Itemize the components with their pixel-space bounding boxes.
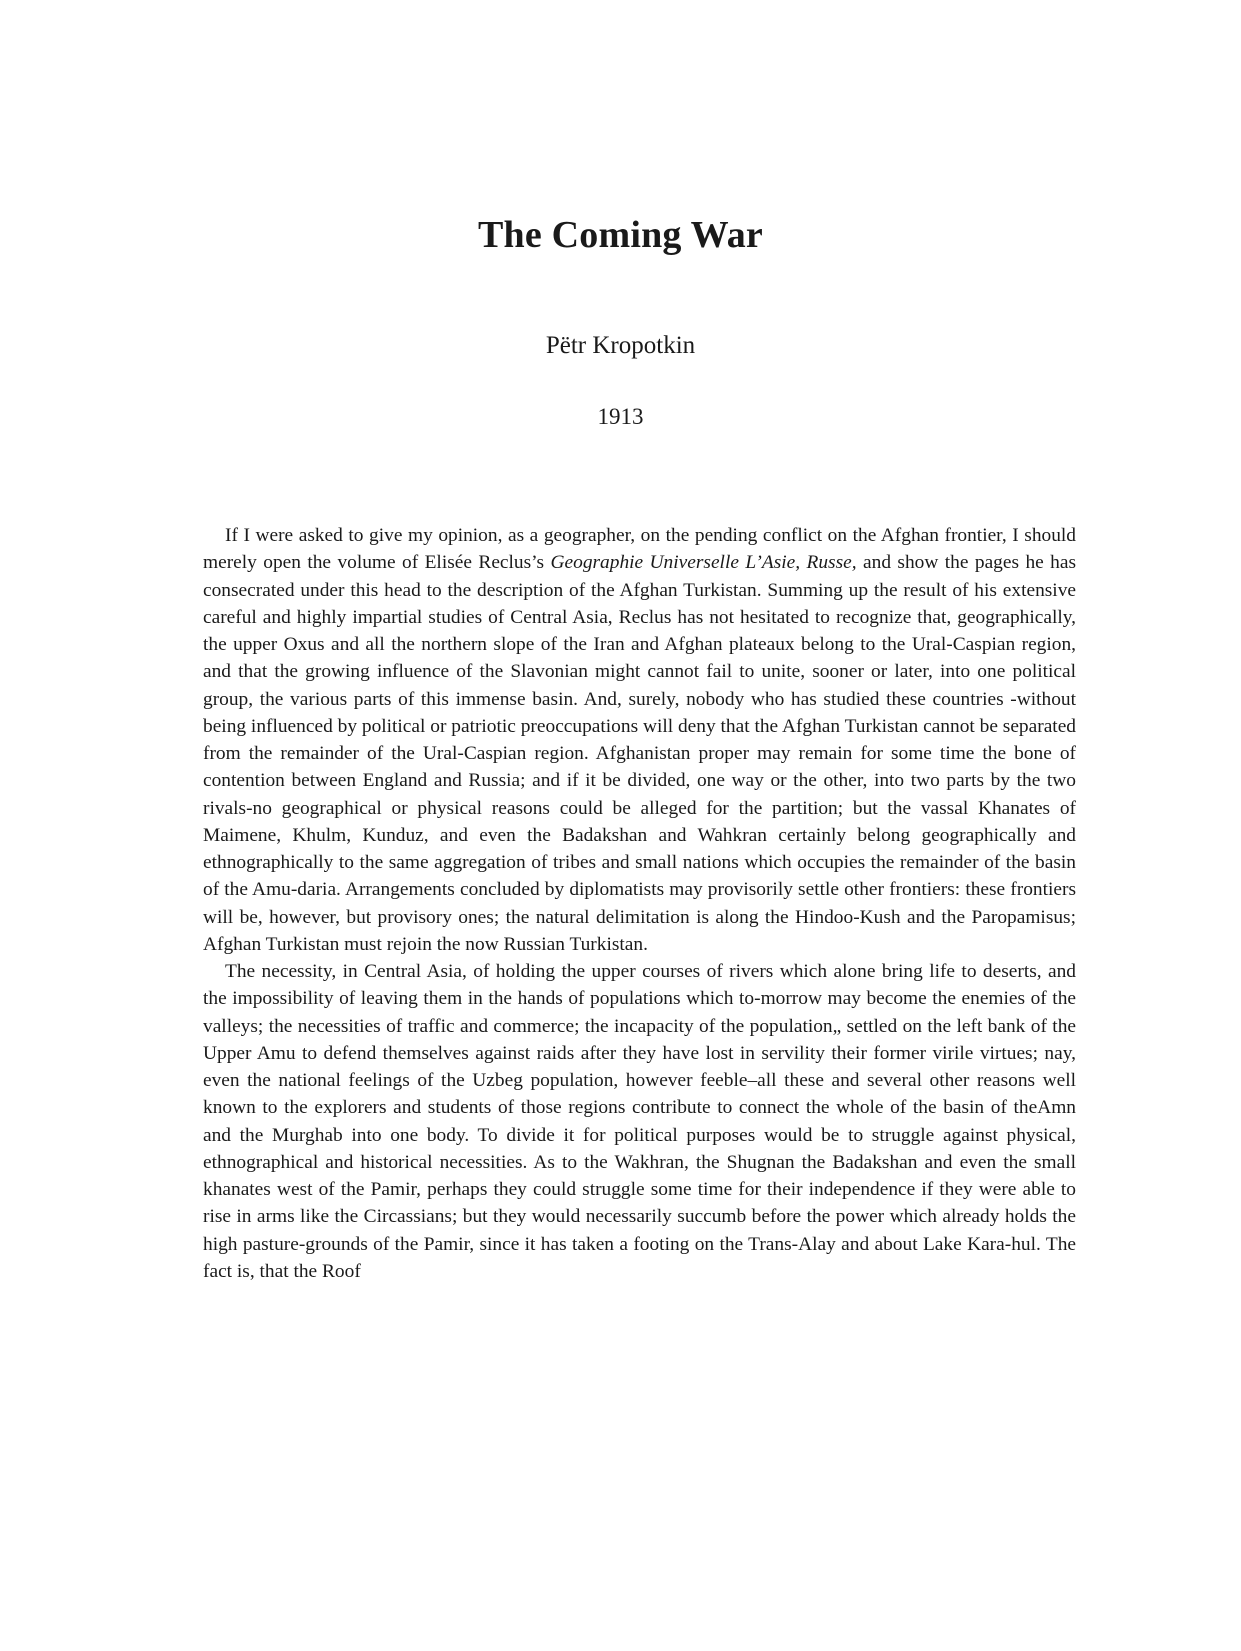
paragraph: The necessity, in Central Asia, of holding the upper courses of rivers which alone bring life to deserts, and the impossibility of leaving them in the hands of populations which to-morrow may become the enemies of the valleys; the necessities of traffic and commerce; the incapacity of the population„ settled on the left bank of the Upper Amu to defend themselves against raids after they have lost in servility their former virile virtues; nay, even the national feelings of the Uzbeg population, however feeble–all these and several other reasons well known to the explorers and students of those regions contribute to connect the whole of the basin of theAmn and the Murghab into one body. To divide it for political purposes would be to struggle against physical, ethnographical and historical necessities. As to the Wakhran, the Shugnan the Badakshan and even the small khanates west of the Pamir, perhaps they could struggle some time for their independence if they were able to rise in arms like the Circassians; but they would necessarily succumb before the power which already holds the high pasture-grounds of the Pamir, since it has taken a footing on the Trans-Alay and about Lake Kara-hul. The fact is, that the Roof: [203, 961, 1076, 1282]
document-title: The Coming War: [477, 214, 764, 256]
paragraph-text: If I were asked to give my opinion, as a geographer, on the pending conflict on the Afghan frontier, I should merely open the volume of Elisée Reclus’s: [203, 525, 1076, 574]
book-title-italic: Geographie Universelle L’Asie, Russe,: [550, 552, 857, 574]
author-name: Pëtr Kropotkin: [545, 332, 696, 359]
body-text: [203, 522, 1076, 1285]
paragraph-text: and show the pages he has consecrated under this head to the description of the Afghan Turkistan. Summing up the result of his extensive careful and highly impartial studies of Central Asia, Reclus has not hesitated to recognize that, geographically, the upper Oxus and all the northern slope of the Iran and Afghan plateaux belong to the Ural-Caspian region, and that the growing influence of the Slavonian might cannot fail to unite, sooner or later, into one political group, the various parts of this immense basin. And, surely, nobody who has studied these countries -without being influenced by political or patriotic preoccupations will deny that the Afghan Turkistan cannot be separated from the remainder of the Ural-Caspian region. Afghanistan proper may remain for some time the bone of contention between England and Russia; and if it be divided, one way or the other, into two parts by the two rivals-no geographical or physical reasons could be alleged for the partition; but the vassal Khanates of Maimene, Khulm, Kunduz, and even the Badakshan and Wahkran certainly belong geographically and ethnographically to the same aggregation of tribes and small nations which occupies the remainder of the basin of the Amu-daria. Arrangements concluded by diplomatists may provisorily settle other frontiers: these frontiers will be, however, but provisory ones; the natural delimitation is along the Hindoo-Kush and the Paropamisus; Afghan Turkistan must rejoin the now Russian Turkistan.: [203, 552, 1077, 955]
publication-year: 1913: [597, 404, 644, 429]
paragraph: [203, 522, 1076, 958]
